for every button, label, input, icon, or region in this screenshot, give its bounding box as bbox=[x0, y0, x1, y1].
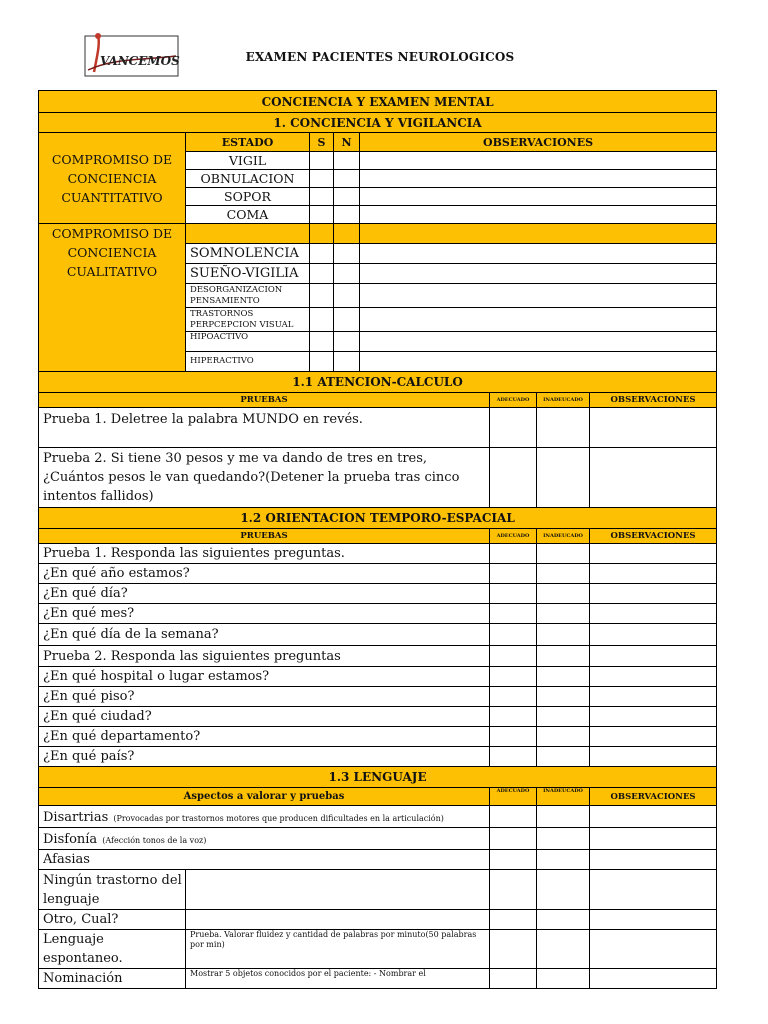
inadecuado-cell[interactable] bbox=[537, 646, 590, 667]
section-header-row bbox=[39, 91, 717, 113]
s-checkbox-cell[interactable] bbox=[310, 352, 334, 372]
inadecuado-cell[interactable] bbox=[537, 687, 590, 707]
disartrias-note: (Provocadas por trastornos motores que producen dificultades en la articulación) bbox=[113, 814, 444, 823]
orientacion-question: Prueba 1. Responda las siguientes preguntas. bbox=[39, 544, 490, 564]
observaciones-cell[interactable] bbox=[590, 727, 717, 747]
s-checkbox-cell[interactable] bbox=[310, 332, 334, 352]
inadecuado-cell[interactable] bbox=[537, 910, 590, 930]
estado-obnulacion: OBNULACION bbox=[186, 170, 310, 188]
ningun-trastorno-label: Ningún trastorno del lenguaje bbox=[39, 870, 186, 910]
col-n-header: N bbox=[334, 133, 360, 152]
estado-trastornos-percepcion: TRASTORNOS PERPCEPCION VISUAL bbox=[186, 308, 310, 332]
s-checkbox-cell[interactable] bbox=[310, 308, 334, 332]
disfonia-label: Disfonía bbox=[43, 832, 98, 847]
n-checkbox-cell[interactable] bbox=[334, 264, 360, 284]
inadecuado-cell[interactable] bbox=[537, 828, 590, 850]
table-row bbox=[39, 747, 717, 767]
disartrias-label: Disartrias bbox=[43, 810, 109, 825]
vancemos-logo bbox=[84, 30, 180, 78]
observaciones-cell[interactable] bbox=[590, 747, 717, 767]
table-row bbox=[39, 604, 717, 624]
section1-title: 1. CONCIENCIA Y VIGILANCIA bbox=[39, 113, 717, 133]
n-checkbox-cell[interactable] bbox=[334, 332, 360, 352]
table-row bbox=[39, 584, 717, 604]
observaciones-cell[interactable] bbox=[590, 850, 717, 870]
observaciones-cell[interactable] bbox=[590, 969, 717, 989]
adecuado-cell[interactable] bbox=[490, 910, 537, 930]
adecuado-cell[interactable] bbox=[490, 624, 537, 646]
col-adecuado-header: ADECUADO bbox=[490, 788, 537, 806]
inadecuado-cell[interactable] bbox=[537, 727, 590, 747]
section-header-row bbox=[39, 372, 717, 393]
observaciones-cell[interactable] bbox=[360, 332, 717, 352]
group-cualitativo-label: COMPROMISO DE CONCIENCIA CUALITATIVO bbox=[39, 224, 186, 372]
observaciones-cell[interactable] bbox=[590, 624, 717, 646]
col-aspectos-header: Aspectos a valorar y pruebas bbox=[39, 788, 490, 806]
table-row bbox=[39, 624, 717, 646]
otro-label: Otro, Cual? bbox=[39, 910, 186, 930]
adecuado-cell[interactable] bbox=[490, 969, 537, 989]
n-checkbox-cell[interactable] bbox=[334, 244, 360, 264]
col-observaciones-header: OBSERVACIONES bbox=[590, 393, 717, 408]
adecuado-cell[interactable] bbox=[490, 806, 537, 828]
adecuado-cell[interactable] bbox=[490, 544, 537, 564]
observaciones-cell[interactable] bbox=[360, 264, 717, 284]
adecuado-cell[interactable] bbox=[490, 604, 537, 624]
observaciones-cell[interactable] bbox=[360, 188, 717, 206]
col-observaciones-header: OBSERVACIONES bbox=[590, 788, 717, 806]
adecuado-cell[interactable] bbox=[490, 584, 537, 604]
observaciones-cell[interactable] bbox=[590, 828, 717, 850]
observaciones-cell[interactable] bbox=[590, 870, 717, 910]
observaciones-cell[interactable] bbox=[590, 806, 717, 828]
table-row bbox=[39, 806, 717, 828]
prueba2-text: Prueba 2. Si tiene 30 pesos y me va dando de tres en tres, ¿Cuántos pesos le van quedando?(Detener la prueba tras cinco intentos fallidos) bbox=[39, 448, 490, 508]
adecuado-cell[interactable] bbox=[490, 448, 537, 508]
section-main-title: CONCIENCIA Y EXAMEN MENTAL bbox=[39, 91, 717, 113]
document-title: EXAMEN PACIENTES NEUROLOGICOS bbox=[245, 50, 515, 64]
n-checkbox-cell[interactable] bbox=[334, 308, 360, 332]
table-row bbox=[39, 910, 717, 930]
inadecuado-cell[interactable] bbox=[537, 448, 590, 508]
observaciones-cell[interactable] bbox=[590, 544, 717, 564]
estado-sueno-vigilia: SUEÑO-VIGILIA bbox=[186, 264, 310, 284]
col-pruebas-header: PRUEBAS bbox=[39, 529, 490, 544]
observaciones-cell[interactable] bbox=[590, 707, 717, 727]
estado-hiperactivo: HIPERACTIVO bbox=[186, 352, 310, 372]
adecuado-cell[interactable] bbox=[490, 667, 537, 687]
section-header-row bbox=[39, 767, 717, 788]
section11-title: 1.1 ATENCION-CALCULO bbox=[39, 372, 717, 393]
estado-vigil: VIGIL bbox=[186, 152, 310, 170]
section13-title: 1.3 LENGUAJE bbox=[39, 767, 717, 788]
s-checkbox-cell[interactable] bbox=[310, 170, 334, 188]
inadecuado-cell[interactable] bbox=[537, 624, 590, 646]
orientacion-question: ¿En qué ciudad? bbox=[39, 707, 490, 727]
adecuado-cell[interactable] bbox=[490, 707, 537, 727]
observaciones-cell[interactable] bbox=[360, 170, 717, 188]
prueba1-text: Prueba 1. Deletree la palabra MUNDO en revés. bbox=[39, 408, 490, 448]
observaciones-cell[interactable] bbox=[590, 448, 717, 508]
inadecuado-cell[interactable] bbox=[537, 850, 590, 870]
n-checkbox-cell[interactable] bbox=[334, 206, 360, 224]
inadecuado-cell[interactable] bbox=[537, 408, 590, 448]
observaciones-cell[interactable] bbox=[590, 604, 717, 624]
estado-sopor: SOPOR bbox=[186, 188, 310, 206]
table-row bbox=[39, 687, 717, 707]
section12-title: 1.2 ORIENTACION TEMPORO-ESPACIAL bbox=[39, 508, 717, 529]
table-row bbox=[39, 707, 717, 727]
adecuado-cell[interactable] bbox=[490, 687, 537, 707]
col-inadecuado-header: INADEUCADO bbox=[537, 393, 590, 408]
col-adecuado-header: ADECUADO bbox=[490, 529, 537, 544]
adecuado-cell[interactable] bbox=[490, 646, 537, 667]
inadecuado-cell[interactable] bbox=[537, 544, 590, 564]
table-row bbox=[39, 969, 717, 989]
observaciones-cell[interactable] bbox=[590, 687, 717, 707]
ningun-trastorno-input[interactable] bbox=[186, 870, 490, 910]
adecuado-cell[interactable] bbox=[490, 850, 537, 870]
observaciones-cell[interactable] bbox=[360, 352, 717, 372]
table-row bbox=[39, 930, 717, 969]
orientacion-question: ¿En qué piso? bbox=[39, 687, 490, 707]
col-estado-header: ESTADO bbox=[186, 133, 310, 152]
n-checkbox-cell[interactable] bbox=[334, 152, 360, 170]
col-pruebas-header: PRUEBAS bbox=[39, 393, 490, 408]
logo-text: VANCEMOS bbox=[100, 54, 180, 68]
inadecuado-cell[interactable] bbox=[537, 806, 590, 828]
observaciones-cell[interactable] bbox=[590, 910, 717, 930]
inadecuado-cell[interactable] bbox=[537, 604, 590, 624]
s-checkbox-cell[interactable] bbox=[310, 284, 334, 308]
adecuado-cell[interactable] bbox=[490, 408, 537, 448]
col-inadecuado-header: INADEUCADO bbox=[537, 529, 590, 544]
inadecuado-cell[interactable] bbox=[537, 564, 590, 584]
afasias-label: Afasias bbox=[39, 850, 490, 870]
table-row bbox=[39, 850, 717, 870]
adecuado-cell[interactable] bbox=[490, 870, 537, 910]
adecuado-cell[interactable] bbox=[490, 564, 537, 584]
table-row bbox=[39, 727, 717, 747]
table-row bbox=[39, 646, 717, 667]
orientacion-question: ¿En qué país? bbox=[39, 747, 490, 767]
observaciones-cell[interactable] bbox=[360, 284, 717, 308]
espontaneo-label: Lenguaje espontaneo. bbox=[39, 930, 186, 969]
inadecuado-cell[interactable] bbox=[537, 667, 590, 687]
observaciones-cell[interactable] bbox=[590, 646, 717, 667]
estado-coma: COMA bbox=[186, 206, 310, 224]
inadecuado-cell[interactable] bbox=[537, 584, 590, 604]
col-observaciones-header: OBSERVACIONES bbox=[590, 529, 717, 544]
inadecuado-cell[interactable] bbox=[537, 707, 590, 727]
observaciones-cell[interactable] bbox=[590, 584, 717, 604]
inadecuado-cell[interactable] bbox=[537, 747, 590, 767]
n-checkbox-cell[interactable] bbox=[334, 188, 360, 206]
inadecuado-cell[interactable] bbox=[537, 969, 590, 989]
s-checkbox-cell[interactable] bbox=[310, 152, 334, 170]
col-s-header: S bbox=[310, 133, 334, 152]
estado-hipoactivo: HIPOACTIVO bbox=[186, 332, 310, 352]
adecuado-cell[interactable] bbox=[490, 828, 537, 850]
inadecuado-cell[interactable] bbox=[537, 930, 590, 969]
table-row bbox=[39, 667, 717, 687]
table-row bbox=[39, 448, 717, 508]
disfonia-cell bbox=[39, 828, 490, 850]
observaciones-cell[interactable] bbox=[360, 206, 717, 224]
exam-form-table bbox=[38, 90, 717, 989]
nominacion-label: Nominación bbox=[39, 969, 186, 989]
orientacion-question: ¿En qué mes? bbox=[39, 604, 490, 624]
adecuado-cell[interactable] bbox=[490, 727, 537, 747]
observaciones-cell[interactable] bbox=[360, 152, 717, 170]
col-observaciones-header: OBSERVACIONES bbox=[360, 133, 717, 152]
observaciones-cell[interactable] bbox=[590, 930, 717, 969]
table-row bbox=[39, 828, 717, 850]
n-checkbox-cell[interactable] bbox=[334, 170, 360, 188]
adecuado-cell[interactable] bbox=[490, 747, 537, 767]
inadecuado-cell[interactable] bbox=[537, 870, 590, 910]
section-header-row bbox=[39, 113, 717, 133]
s-checkbox-cell[interactable] bbox=[310, 206, 334, 224]
s-checkbox-cell[interactable] bbox=[310, 264, 334, 284]
adecuado-cell[interactable] bbox=[490, 930, 537, 969]
col-adecuado-header: ADECUADO bbox=[490, 393, 537, 408]
table-row bbox=[39, 408, 717, 448]
estado-somnolencia: SOMNOLENCIA bbox=[186, 244, 310, 264]
observaciones-cell[interactable] bbox=[590, 667, 717, 687]
orientacion-question: ¿En qué hospital o lugar estamos? bbox=[39, 667, 490, 687]
otro-input[interactable] bbox=[186, 910, 490, 930]
n-checkbox-cell[interactable] bbox=[334, 284, 360, 308]
observaciones-cell[interactable] bbox=[590, 408, 717, 448]
orientacion-question: Prueba 2. Responda las siguientes preguntas bbox=[39, 646, 490, 667]
orientacion-question: ¿En qué día? bbox=[39, 584, 490, 604]
table-row bbox=[39, 870, 717, 910]
section-header-row bbox=[39, 508, 717, 529]
disartrias-cell bbox=[39, 806, 490, 828]
disfonia-note: (Afección tonos de la voz) bbox=[102, 836, 207, 845]
observaciones-cell[interactable] bbox=[360, 244, 717, 264]
estado-desorganizacion: DESORGANIZACION PENSAMIENTO bbox=[186, 284, 310, 308]
orientacion-question: ¿En qué departamento? bbox=[39, 727, 490, 747]
n-checkbox-cell[interactable] bbox=[334, 352, 360, 372]
observaciones-cell[interactable] bbox=[590, 564, 717, 584]
orientacion-question: ¿En qué año estamos? bbox=[39, 564, 490, 584]
table-row bbox=[39, 564, 717, 584]
table-row bbox=[39, 544, 717, 564]
group-cuantitativo-label: COMPROMISO DE CONCIENCIA CUANTITATIVO bbox=[39, 133, 186, 224]
orientacion-question: ¿En qué día de la semana? bbox=[39, 624, 490, 646]
col-inadecuado-header: INADEUCADO bbox=[537, 788, 590, 806]
nominacion-note: Mostrar 5 objetos conocidos por el paciente: - Nombrar el bbox=[186, 969, 490, 989]
observaciones-cell[interactable] bbox=[360, 308, 717, 332]
s-checkbox-cell[interactable] bbox=[310, 188, 334, 206]
espontaneo-note: Prueba. Valorar fluidez y cantidad de palabras por minuto(50 palabras por min) bbox=[186, 930, 490, 969]
s-checkbox-cell[interactable] bbox=[310, 244, 334, 264]
